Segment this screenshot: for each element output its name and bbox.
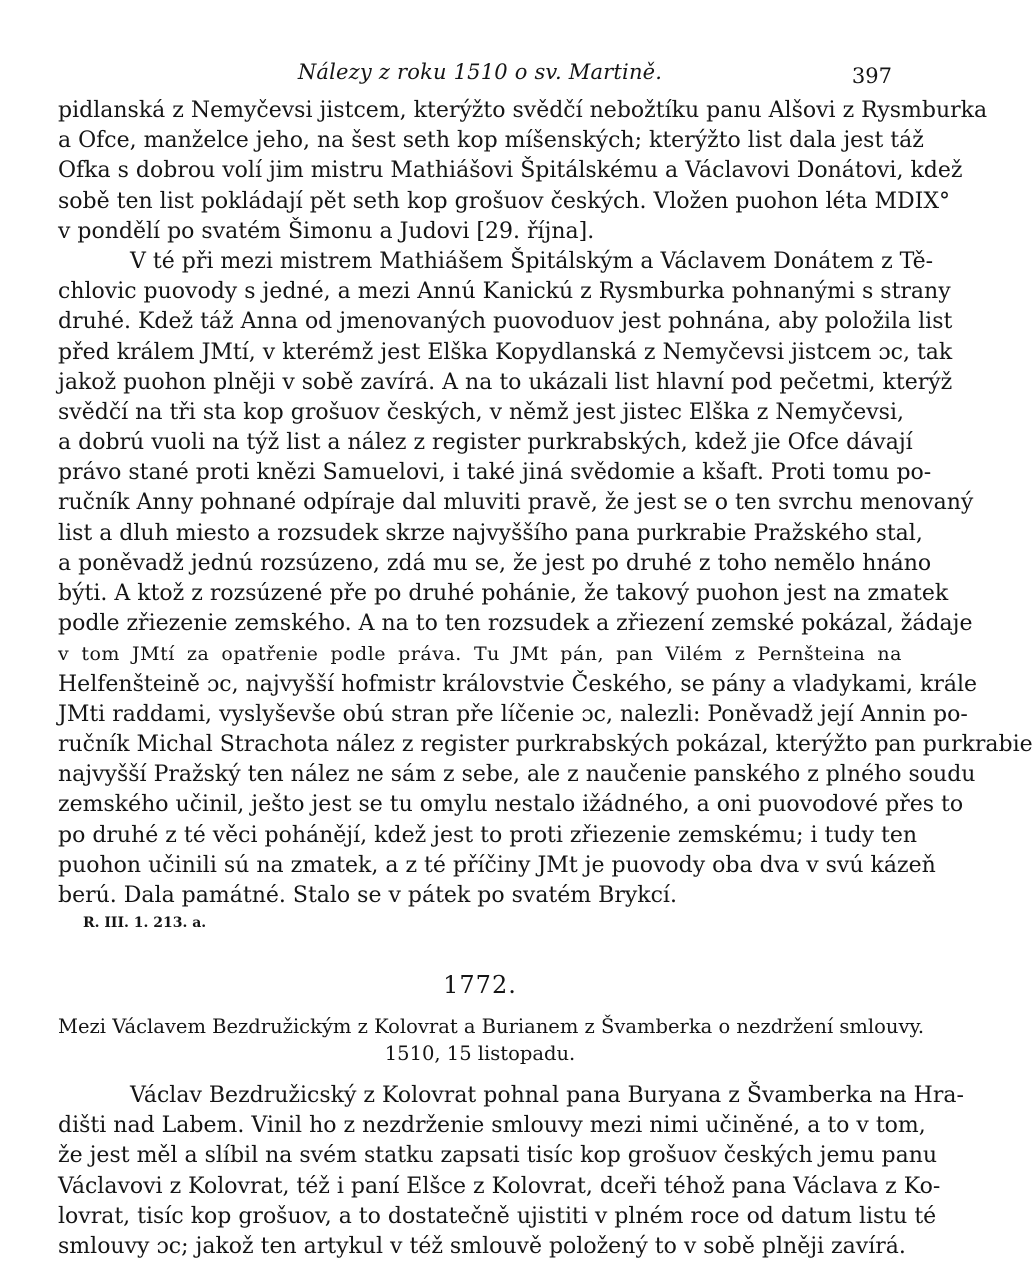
- text-line: jakož puohon plněji v sobě zavírá. A na to ukázali list hlavní pod pečetmi, kterýž: [58, 369, 953, 395]
- text-line: svědčí na tři sta kop grošuov českých, v němž jest jistec Elška z Nemyčevsi,: [58, 399, 904, 425]
- entry-paragraph: [58, 1081, 964, 1262]
- text-line: podle zřiezenie zemského. A na to ten rozsudek a zřiezení zemské pokázal, žádaje: [58, 611, 973, 637]
- text-line: Václavovi z Kolovrat, též i paní Elšce z Kolovrat, dceři téhož pana Václava z Ko-: [58, 1173, 941, 1199]
- text-line: lovrat, tisíc kop grošuov, a to dostatečně ujistiti v plném roce od datum listu té: [58, 1203, 937, 1229]
- text-line: a Ofce, manželce jeho, na šest seth kop míšenských; kterýžto list dala jest táž: [58, 128, 924, 154]
- text-line: v tom JMtí za opatřenie podle práva. Tu JMt pán, pan Vilém z Pernšteina na: [58, 643, 902, 666]
- body-text: [58, 96, 1033, 1262]
- text-line: najvyšší Pražský ten nález ne sám z sebe, ale z naučenie panského z plného soudu: [58, 762, 976, 788]
- text-line: list a dluh miesto a rozsudek skrze najvyššího pana purkrabie Pražského stal,: [58, 520, 923, 546]
- entry-heading: Mezi Václavem Bezdružickým z Kolovrat a Burianem z Švamberka o nezdržení smlouvy.: [58, 1015, 925, 1039]
- text-line: ručník Michal Strachota nález z register purkrabských pokázal, kterýžto pan purkrabie: [58, 731, 1033, 757]
- text-line: zemského učinil, ješto jest se tu omylu nestalo ižádného, a oni puovodové přes to: [58, 792, 964, 818]
- text-line: pidlanská z Nemyčevsi jistcem, kterýžto svědčí nebožtíku panu Alšovi z Rysmburka: [58, 98, 988, 123]
- text-line: V té při mezi mistrem Mathiášem Špitálským a Václavem Donátem z Tě-: [130, 248, 934, 274]
- text-line: Ofka s dobrou volí jim mistru Mathiášovi Špitálskému a Václavovi Donátovi, kdež: [58, 158, 963, 184]
- text-line: dišti nad Labem. Vinil ho z nezdrženie smlouvy mezi nimi učiněné, a to v tom,: [58, 1113, 926, 1139]
- text-line: sobě ten list pokládají pět seth kop grošuov českých. Vložen puohon léta MDIX°: [58, 188, 950, 214]
- text-line: a dobrú vuoli na týž list a nález z register purkrabských, kdež jie Ofce dávají: [58, 430, 913, 456]
- text-line: po druhé z té věci pohánějí, kdež jest to proti zřiezenie zemskému; i tudy ten: [58, 822, 918, 848]
- text-line: býti. A ktož z rozsúzené pře po druhé pohánie, že takový puohon jest na zmatek: [58, 581, 949, 606]
- text-line: ručník Anny pohnané odpíraje dal mluviti pravě, že jest se o ten svrchu menovaný: [58, 490, 974, 516]
- text-line: smlouvy ɔc; jakož ten artykul v též smlouvě položený to v sobě plněji zavírá.: [58, 1234, 906, 1259]
- text-line: Václav Bezdružicský z Kolovrat pohnal pana Buryana z Švamberka na Hra-: [130, 1083, 964, 1109]
- text-line: berú. Dala památné. Stalo se v pátek po svatém Brykcí.: [58, 882, 677, 908]
- text-line: a poněvadž jednú rozsúzeno, zdá mu se, že jest po druhé z toho nemělo hnáno: [58, 550, 932, 576]
- paragraph-2: [58, 247, 1033, 911]
- text-line: druhé. Kdež táž Anna od jmenovaných puovoduov jest pohnána, aby položila list: [58, 309, 953, 335]
- entry-date: 1510, 15 listopadu.: [384, 1042, 576, 1066]
- text-line: JMti raddami, vyslyševše obú stran pře líčenie ɔc, nalezli: Poněvadž její Annin po-: [58, 701, 968, 727]
- running-head: [58, 60, 902, 92]
- entry-number: 1772.: [443, 971, 517, 1000]
- text-line: Helfenšteině ɔc, najvyšší hofmistr královstvie Českého, se pány a vladykami, krále: [58, 671, 978, 697]
- text-line: právo stané proti knězi Samuelovi, i také jiná svědomie a kšaft. Proti tomu po-: [58, 460, 932, 486]
- text-line: před králem JMtí, v kterémž jest Elška Kopydlanská z Nemyčevsi jistcem ɔc, tak: [58, 339, 953, 365]
- text-line: v pondělí po svatém Šimonu a Judovi [29. října].: [58, 218, 595, 244]
- paragraph-1: [58, 96, 988, 247]
- text-line: puohon učinili sú na zmatek, a z té příčiny JMt je puovody oba dva v svú kázeň: [58, 852, 936, 878]
- text-line: že jest měl a slíbil na svém statku zapsati tisíc kop grošuov českých jemu panu: [58, 1143, 938, 1169]
- page-number: 397: [851, 64, 892, 88]
- source-reference: R. III. 1. 213. a.: [83, 915, 207, 932]
- running-title: Nálezy z roku 1510 o sv. Martině.: [297, 60, 663, 84]
- text-line: chlovic puovody s jedné, a mezi Annú Kanickú z Rysmburka pohnanými s strany: [58, 279, 951, 305]
